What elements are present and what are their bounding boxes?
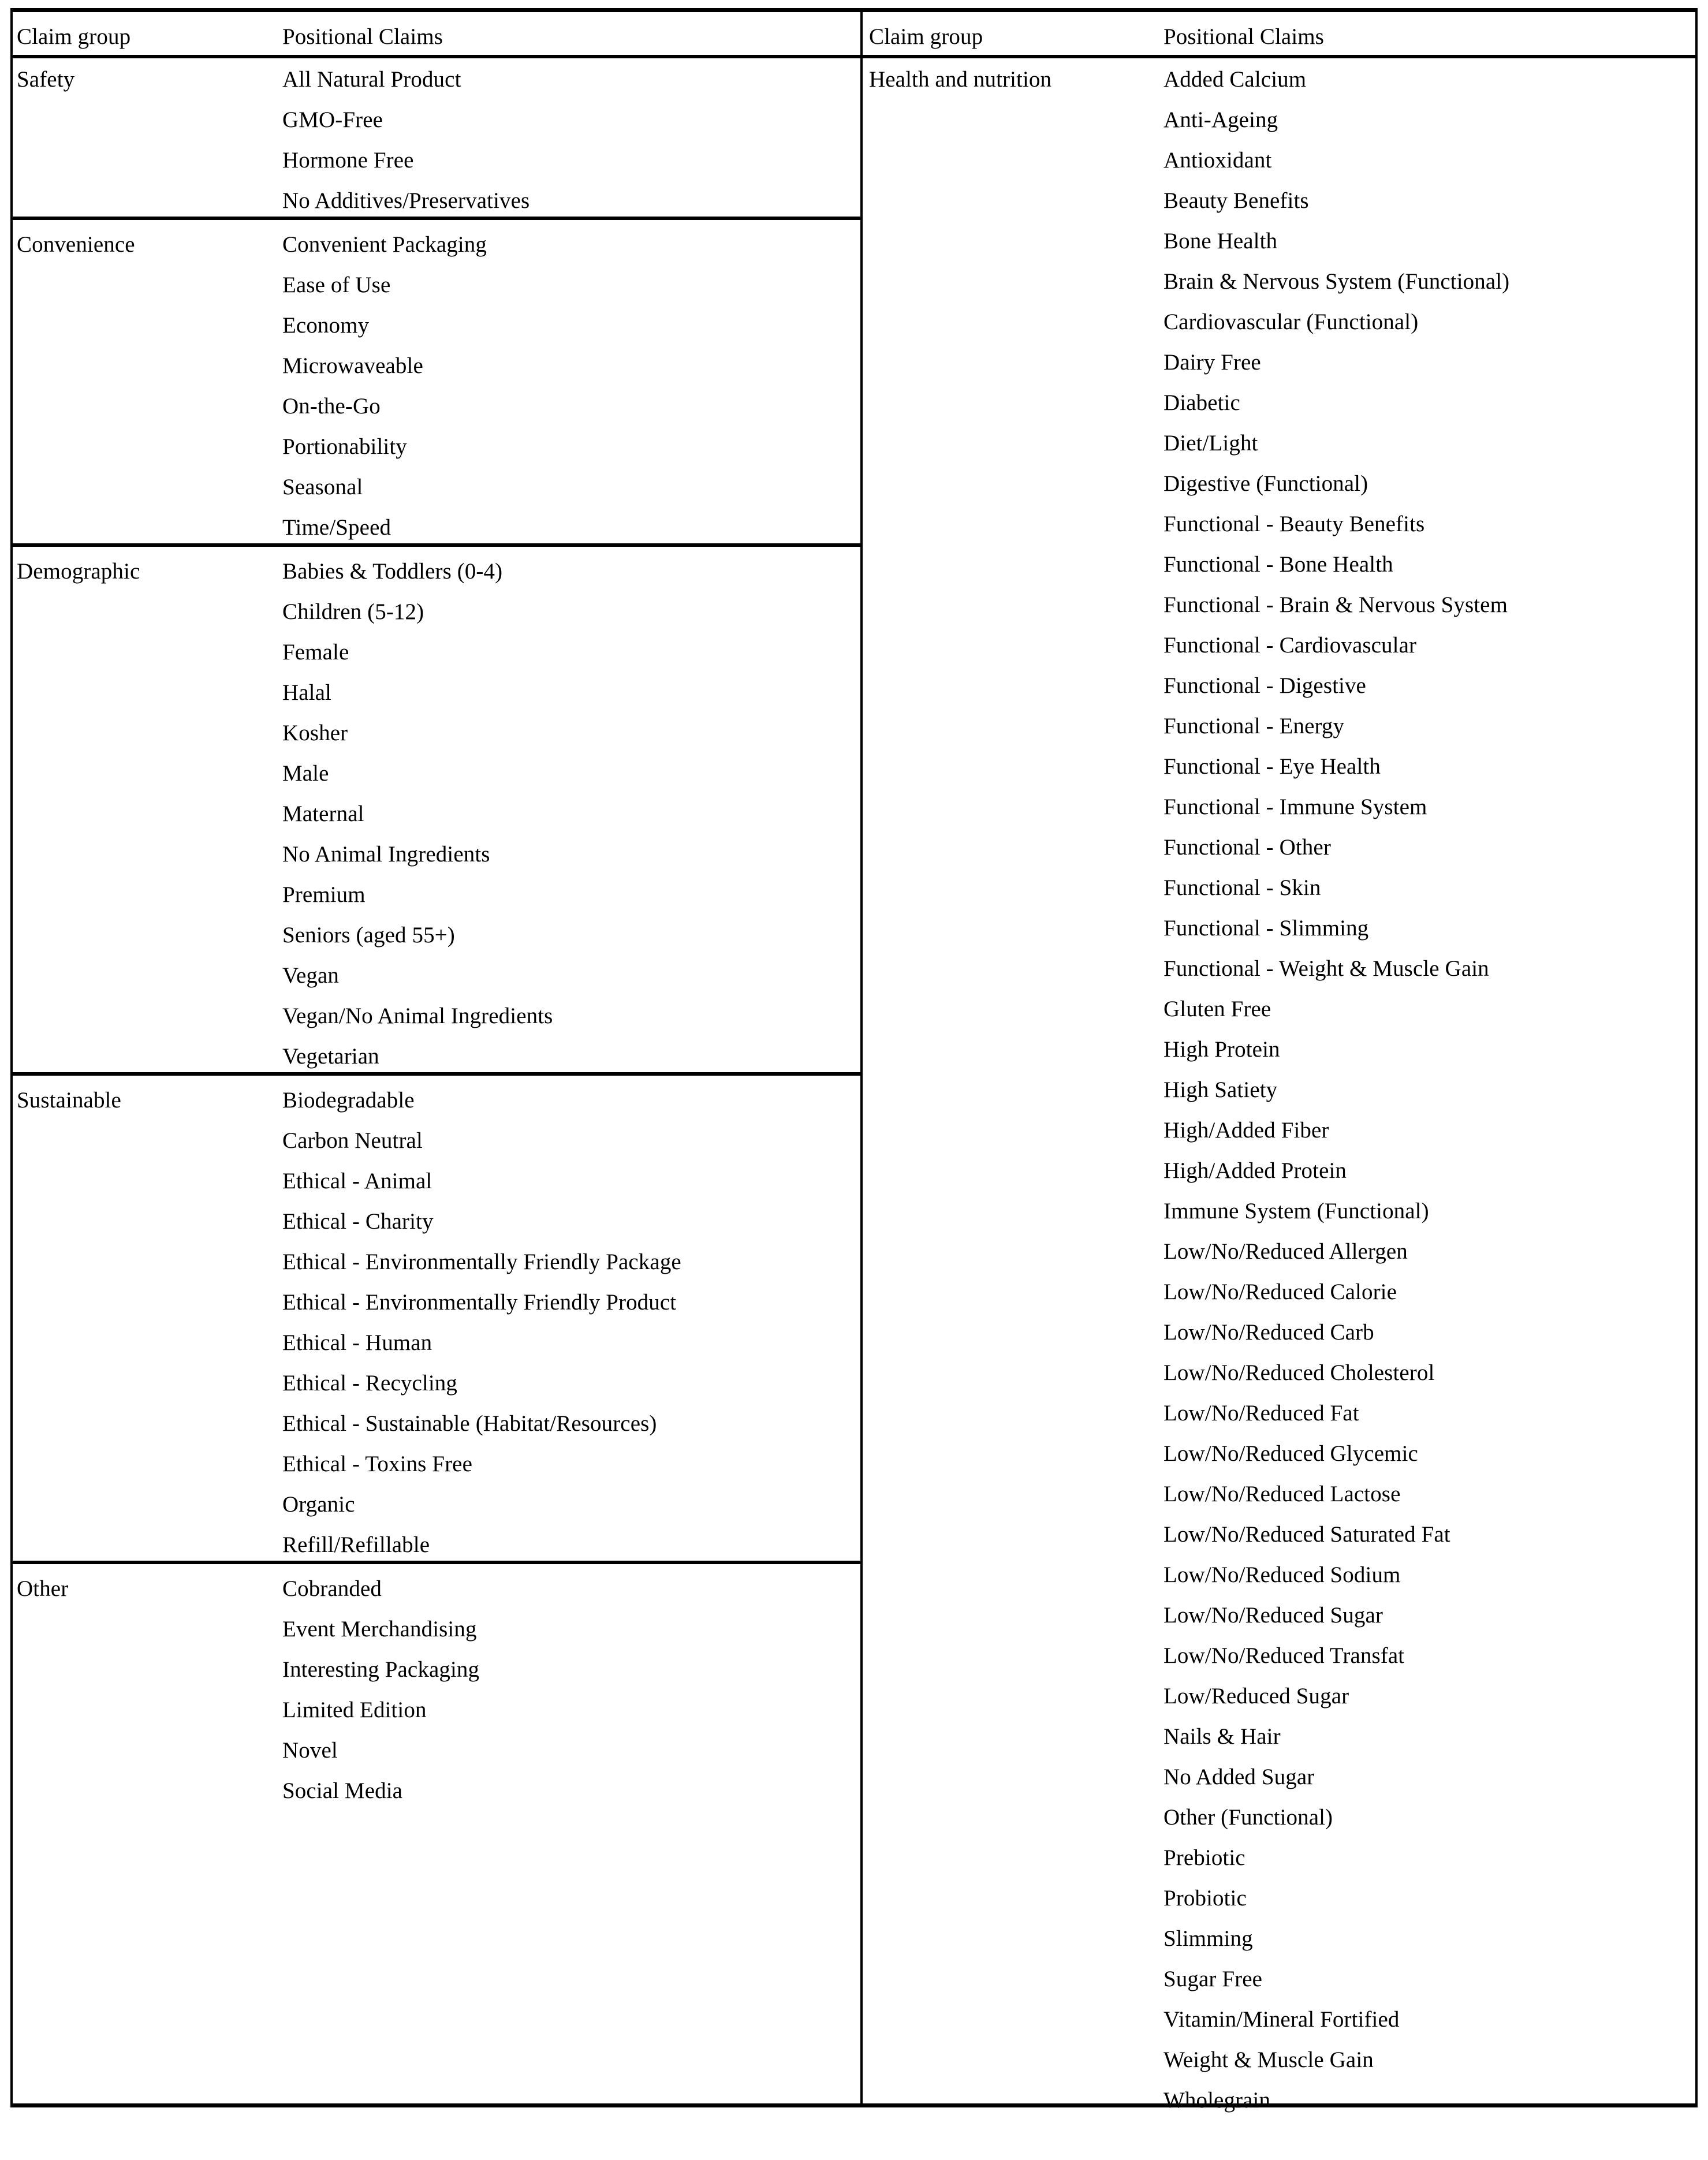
claim-group-label-empty [863,702,1163,711]
positional-claim-label: Low/No/Reduced Carb [1163,1320,1374,1345]
claim-group-label-empty [863,1631,1163,1640]
claim-group-label-empty [13,1359,282,1368]
claim-group-label-empty [863,1227,1163,1236]
claim-group-label-empty [863,1752,1163,1762]
positional-claim-label: Functional - Cardiovascular [1163,633,1417,658]
table-row [863,1672,1695,1712]
positional-claim-label: Refill/Refillable [282,1532,430,1557]
table-row [863,499,1695,540]
table-row [13,301,860,341]
claim-group-label: Demographic [17,559,140,584]
positional-claim-label: No Animal Ingredients [282,842,490,867]
positional-claim-label: Brain & Nervous System (Functional) [1163,269,1510,294]
table-row [863,257,1695,297]
claim-group-block [13,547,860,1072]
positional-claim-label: Sugar Free [1163,1967,1263,1991]
claim-group-label-empty [863,1389,1163,1398]
table-row [13,911,860,951]
positional-claim-label: Functional - Weight & Muscle Gain [1163,956,1489,981]
claim-group-label-empty [863,338,1163,347]
table-row [13,1564,860,1605]
claim-group-label-empty [863,499,1163,509]
positional-claim-label: Probiotic [1163,1886,1247,1911]
positional-claim-label: GMO-Free [282,107,383,132]
claim-group-label-empty [13,587,282,596]
claim-group-label-empty [863,1591,1163,1600]
claim-group-label-empty [13,136,282,145]
claim-group-label-empty [863,136,1163,145]
claim-group-label-empty [863,257,1163,266]
claim-group-label-empty [13,1237,282,1247]
positional-claim-label: Functional - Skin [1163,875,1321,900]
table-row [863,540,1695,580]
table-row [13,1645,860,1685]
positional-claim-label: Functional - Brain & Nervous System [1163,592,1508,617]
claim-group-label-empty [13,749,282,758]
table-row [13,547,860,587]
positional-claim-label: Ethical - Toxins Free [282,1452,472,1476]
positional-claim-label: Ease of Use [282,273,391,297]
positional-claim-label: Economy [282,313,370,338]
table-row [13,1685,860,1726]
claim-group-label-empty [13,830,282,839]
table-row [863,661,1695,702]
claim-group-label-empty [863,217,1163,226]
claim-group-label-empty [13,1116,282,1125]
claim-group-label-empty [863,1793,1163,1802]
positional-claim-label: Low/No/Reduced Allergen [1163,1239,1408,1264]
table-row [863,176,1695,217]
positional-claim-label: Microwaveable [282,353,423,378]
column-header-claim-group: Claim group [17,24,131,49]
table-row [13,176,860,217]
table-row [863,1833,1695,1874]
claim-group-label-empty [13,1605,282,1614]
table-row [863,1429,1695,1469]
positional-claim-label: Functional - Immune System [1163,794,1427,819]
claim-group-label-empty [13,708,282,718]
claim-group-label-empty [13,1399,282,1408]
claim-group-label-empty [863,984,1163,994]
table-row [13,991,860,1032]
table-row [13,1766,860,1807]
table-row [863,1267,1695,1308]
positional-claim-label: Limited Edition [282,1698,427,1722]
positional-claim-label: Functional - Other [1163,835,1331,860]
table-row [863,823,1695,863]
table-row [863,1106,1695,1146]
table-row [863,1712,1695,1752]
positional-claim-label: Low/No/Reduced Transfat [1163,1643,1405,1668]
claim-group-label-empty [13,176,282,185]
claim-group-label-empty [13,1685,282,1695]
positional-claim-label: Ethical - Environmentally Friendly Package [282,1249,681,1274]
positional-claim-label: Low/Reduced Sugar [1163,1684,1349,1708]
positional-claim-label: Convenient Packaging [282,232,487,257]
claim-group-label-empty [13,951,282,960]
table-row [13,1116,860,1157]
table-row [863,1995,1695,2035]
positional-claim-label: Maternal [282,801,364,826]
claim-group-label-empty [13,260,282,270]
claim-group-label-empty [863,1550,1163,1560]
claim-group-label-empty [13,503,282,512]
table-row [863,1510,1695,1550]
claim-group-label-empty [13,1766,282,1775]
table-row [863,2076,1695,2116]
table-row [863,95,1695,136]
claim-group-label-empty [863,2035,1163,2045]
table-row [863,1308,1695,1348]
claim-group-block [13,220,860,543]
table-row [863,1550,1695,1591]
claim-group-label-empty [863,2076,1163,2085]
table-row [863,984,1695,1025]
claims-table-right [860,8,1698,2113]
positional-claim-label: Low/No/Reduced Saturated Fat [1163,1522,1450,1547]
table-row [13,830,860,870]
table-row [13,1157,860,1197]
claim-group-label-empty [863,1348,1163,1357]
claim-group-label-empty [13,991,282,1001]
positional-claim-label: Digestive (Functional) [1163,471,1368,496]
positional-claim-label: Gluten Free [1163,997,1271,1021]
table-row [863,782,1695,823]
positional-claim-label: Biodegradable [282,1088,415,1113]
positional-claim-label: Carbon Neutral [282,1128,423,1153]
claim-group-label-empty [13,422,282,431]
claim-group-label-empty [13,462,282,472]
table-row [863,338,1695,378]
claim-group-label-empty [13,341,282,350]
claim-group-label-empty [863,1469,1163,1479]
table-row [863,1389,1695,1429]
table-row [863,1631,1695,1672]
table-row [13,55,860,95]
claim-group-label-empty [863,944,1163,953]
positional-claim-label: Functional - Bone Health [1163,552,1393,577]
positional-claim-label: Kosher [282,721,348,745]
table-row [863,2035,1695,2076]
positional-claim-label: Dairy Free [1163,350,1261,375]
positional-claim-label: Vegan/No Animal Ingredients [282,1003,553,1028]
positional-claim-label: Babies & Toddlers (0-4) [282,559,503,584]
claim-group-label-empty [863,378,1163,387]
positional-claim-label: Other (Functional) [1163,1805,1333,1830]
table-row [863,297,1695,338]
table-row [13,503,860,543]
claim-group-label-empty [863,742,1163,751]
claim-group-label-empty [863,1065,1163,1075]
claim-group-label-empty [863,419,1163,428]
positional-claim-label: Time/Speed [282,515,391,540]
claim-group-label-empty [863,661,1163,670]
positional-claim-label: Cardiovascular (Functional) [1163,309,1419,334]
claim-group-label-empty [863,823,1163,832]
positional-claim-label: All Natural Product [282,67,461,92]
table-row [863,580,1695,621]
table-row [863,863,1695,904]
table-row [863,1187,1695,1227]
table-row [13,260,860,301]
positional-claim-label: Premium [282,882,366,907]
positional-claim-label: Slimming [1163,1926,1253,1951]
claim-group-label-empty [863,1833,1163,1842]
table-row [863,1793,1695,1833]
table-row [863,1874,1695,1914]
positional-claim-label: Antioxidant [1163,148,1272,173]
claim-group-block [863,55,1695,2116]
claim-group-label-empty [863,1672,1163,1681]
claim-group-label-empty [863,782,1163,792]
positional-claim-label: High Protein [1163,1037,1280,1062]
positional-claim-label: Low/No/Reduced Lactose [1163,1482,1401,1506]
positional-claim-label: Ethical - Recycling [282,1371,457,1396]
table-row [13,220,860,260]
positional-claim-label: Ethical - Charity [282,1209,434,1234]
positional-claim-label: Functional - Beauty Benefits [1163,512,1425,536]
claim-group-label-empty [13,95,282,105]
positional-claim-label: Halal [282,680,331,705]
positional-claim-label: Interesting Packaging [282,1657,480,1682]
table-row [13,1278,860,1318]
positional-claim-label: On-the-Go [282,394,381,419]
positional-claim-label: Diet/Light [1163,431,1258,456]
positional-claim-label: Male [282,761,329,786]
positional-claim-label: Social Media [282,1778,403,1803]
claim-group-label-empty [13,382,282,391]
claim-group-block [13,55,860,217]
table-row [863,1591,1695,1631]
positional-claim-label: Anti-Ageing [1163,107,1278,132]
table-row [13,341,860,382]
positional-claim-label: Ethical - Animal [282,1169,432,1193]
table-row [13,1359,860,1399]
positional-claim-label: Nails & Hair [1163,1724,1281,1749]
claim-group-label-empty [863,1025,1163,1034]
table-row [13,789,860,830]
table-row [863,217,1695,257]
claim-group-block [13,1076,860,1561]
positional-claim-label: Functional - Energy [1163,714,1345,738]
column-header-claim-group: Claim group [869,24,983,49]
claim-group-label-empty [13,870,282,879]
claim-group-label-empty [863,459,1163,468]
positional-claim-label: Beauty Benefits [1163,188,1309,213]
positional-claim-label: Vitamin/Mineral Fortified [1163,2007,1400,2032]
positional-claim-label: No Additives/Preservatives [282,188,530,213]
positional-claim-label: Portionability [282,434,407,459]
claim-group-label-empty [13,1157,282,1166]
positional-claim-label: Immune System (Functional) [1163,1199,1429,1223]
claim-group-label-empty [863,621,1163,630]
claim-group-label-empty [863,904,1163,913]
claim-group-label-empty [863,1146,1163,1155]
claim-group-label-empty [13,911,282,920]
positional-claim-label: Seniors (aged 55+) [282,923,455,947]
claim-group-label-empty [863,540,1163,549]
claim-group-label: Health and nutrition [869,67,1052,92]
table-row [13,1480,860,1520]
positional-claim-label: Functional - Eye Health [1163,754,1381,779]
claim-group-label-empty [13,1318,282,1327]
positional-claim-label: Vegan [282,963,339,988]
table-row [13,951,860,991]
positional-claim-label: Wholegrain [1163,2088,1271,2113]
table-row [863,904,1695,944]
claims-table-left [10,8,860,2107]
table-row [863,1752,1695,1793]
claim-group-label-empty [13,1645,282,1654]
table-header-row [863,12,1695,55]
table-row [863,1954,1695,1995]
positional-claim-label: High Satiety [1163,1077,1278,1102]
table-row [13,422,860,462]
claim-group-label-empty [863,1267,1163,1277]
column-header-positional-claims: Positional Claims [282,24,443,49]
table-row [13,668,860,708]
claim-group-label-empty [863,1954,1163,1964]
claim-group-label-empty [863,1510,1163,1519]
table-row [863,1348,1695,1389]
positional-claim-label: High/Added Fiber [1163,1118,1329,1143]
claim-group-label-empty [13,668,282,677]
table-row [863,742,1695,782]
positional-claim-label: Hormone Free [282,148,414,173]
claim-group-label-empty [13,1197,282,1206]
table-row [13,1032,860,1072]
positional-claim-label: Low/No/Reduced Calorie [1163,1279,1397,1304]
claim-group-label-empty [13,1520,282,1529]
table-row [13,1520,860,1561]
claim-group-label-empty [863,176,1163,185]
positional-claim-label: Low/No/Reduced Fat [1163,1401,1359,1426]
claim-group-label-empty [863,1995,1163,2004]
positional-claim-label: Low/No/Reduced Sodium [1163,1562,1401,1587]
table-row [13,708,860,749]
claim-group-label-empty [13,1278,282,1287]
claim-group-label-empty [863,580,1163,590]
table-header-row [13,12,860,55]
table-row [863,1914,1695,1954]
positional-claim-label: Event Merchandising [282,1617,477,1642]
claim-group-label-empty [863,1874,1163,1883]
positional-claim-label: Ethical - Human [282,1330,432,1355]
positional-claim-label: Cobranded [282,1576,382,1601]
table-row [863,55,1695,95]
positional-claim-label: No Added Sugar [1163,1764,1315,1789]
table-row [13,382,860,422]
claim-group-label-empty [13,1439,282,1449]
positional-claim-label: Female [282,640,349,665]
table-row [13,870,860,911]
table-row [863,136,1695,176]
table-row [863,1025,1695,1065]
table-row [13,462,860,503]
table-row [863,419,1695,459]
claim-group-label: Sustainable [17,1088,121,1113]
claim-group-label-empty [863,1429,1163,1438]
table-row [863,1469,1695,1510]
positional-claim-label: Low/No/Reduced Glycemic [1163,1441,1418,1466]
claim-group-label: Convenience [17,232,135,257]
positional-claim-label: Functional - Slimming [1163,916,1369,941]
table-row [13,1237,860,1278]
claim-group-block [13,1564,860,1807]
table-row [13,1197,860,1237]
table-row [13,1318,860,1359]
positional-claim-label: Functional - Digestive [1163,673,1366,698]
claim-group-label-empty [13,789,282,799]
claim-group-label-empty [13,1032,282,1041]
positional-claim-label: Seasonal [282,475,363,499]
claim-group-label-empty [13,1726,282,1735]
claim-group-label-empty [863,297,1163,307]
claim-group-label-empty [863,1187,1163,1196]
claim-group-label-empty [13,1480,282,1489]
table-row [13,1399,860,1439]
table-row [863,1065,1695,1106]
column-header-positional-claims: Positional Claims [1163,24,1324,49]
positional-claim-label: Prebiotic [1163,1845,1245,1870]
table-row [863,621,1695,661]
claim-group-label-empty [13,301,282,310]
claim-group-label: Safety [17,67,75,92]
table-body-right [863,55,1695,2116]
positional-claim-label: Children (5-12) [282,599,424,624]
table-row [13,1076,860,1116]
table-row [13,628,860,668]
claim-group-label-empty [863,1106,1163,1115]
table-row [863,378,1695,419]
table-row [863,944,1695,984]
table-row [863,1146,1695,1187]
positional-claim-label: Diabetic [1163,390,1240,415]
table-row [13,1439,860,1480]
table-row [13,1605,860,1645]
claim-group-label-empty [13,628,282,637]
table-row [13,95,860,136]
positional-claim-label: Weight & Muscle Gain [1163,2047,1374,2072]
table-row [863,702,1695,742]
positional-claim-label: Low/No/Reduced Cholesterol [1163,1360,1435,1385]
claim-group-label-empty [863,1308,1163,1317]
table-row [13,587,860,628]
claim-group-label-empty [863,1712,1163,1721]
claim-group-label-empty [863,95,1163,105]
claim-group-label-empty [863,863,1163,872]
positional-claim-label: Low/No/Reduced Sugar [1163,1603,1383,1628]
table-row [863,1227,1695,1267]
positional-claim-label: Ethical - Sustainable (Habitat/Resources) [282,1411,657,1436]
claim-group-label-empty [863,1914,1163,1923]
positional-claim-label: High/Added Protein [1163,1158,1347,1183]
positional-claim-label: Bone Health [1163,229,1278,253]
table-row [13,136,860,176]
table-body-left [13,55,860,1807]
positional-claim-label: Ethical - Environmentally Friendly Product [282,1290,677,1315]
positional-claim-label: Vegetarian [282,1044,379,1069]
table-row [13,1726,860,1766]
positional-claim-label: Novel [282,1738,338,1763]
table-row [863,459,1695,499]
table-row [13,749,860,789]
positional-claim-label: Added Calcium [1163,67,1307,92]
claim-group-label: Other [17,1576,69,1601]
positional-claim-label: Organic [282,1492,355,1517]
